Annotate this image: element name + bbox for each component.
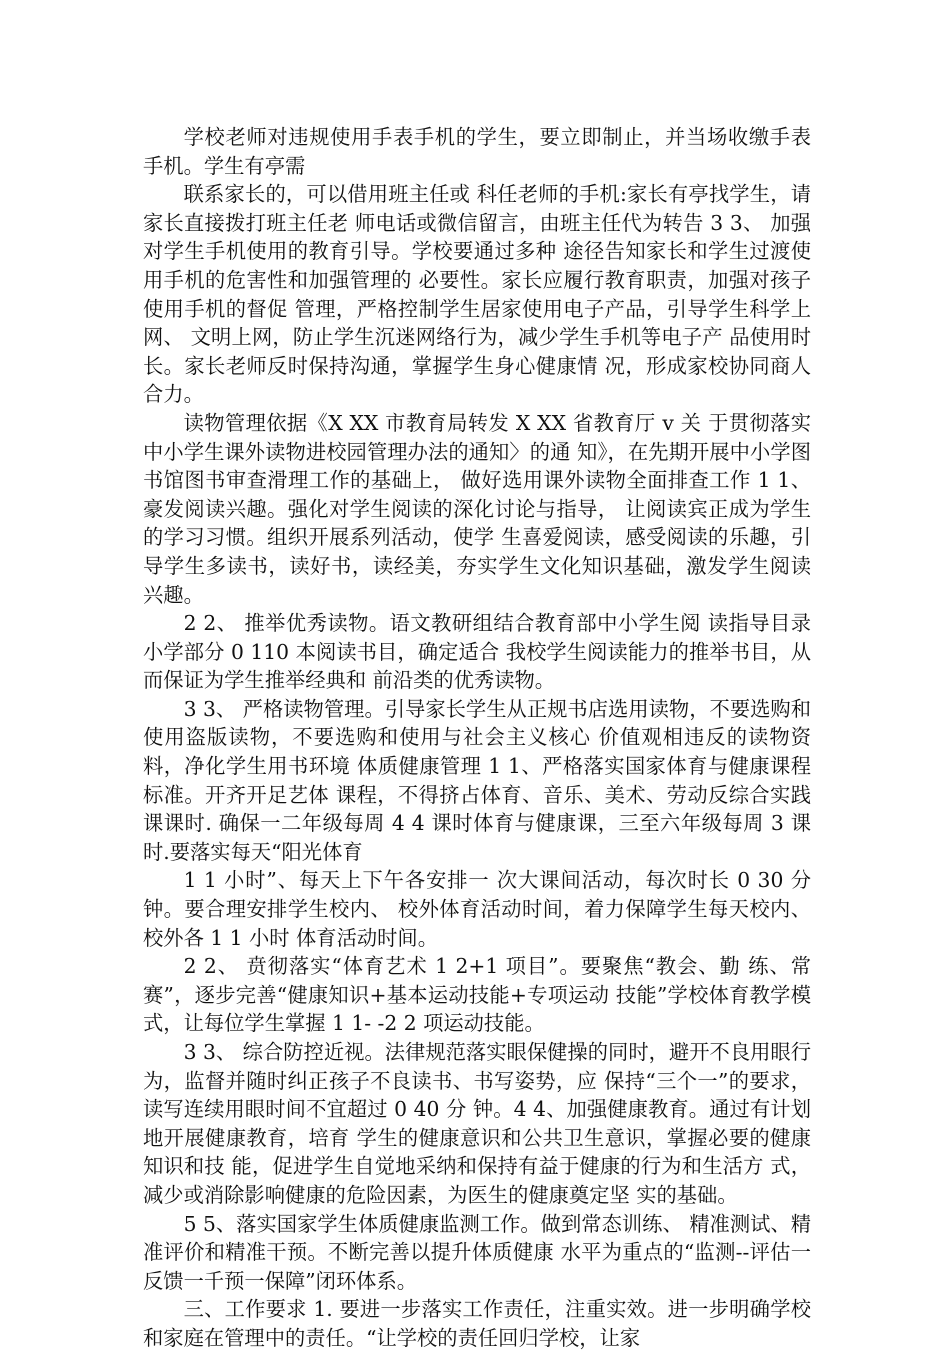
- document-body: [143, 123, 811, 1353]
- paragraph: 联系家长的，可以借用班主任或 科任老师的手机:家长有亭找学生，请家长直接拨打班主任老 师电话或微信留言，由班主任代为转告 3 3、 加强对学生手机使用的教育引导。学校要通过多种 途径告知家长和学生过渡使用手机的危害性和加强管理的 必要性。家长应履行教育职责，加强对孩子使用手机的督促 管理，严格控制学生居家使用电子产品，引导学生科学上网、 文明上网，防止学生沉迷网络行为，减少学生手机等电子产 品使用时长。家长老师反时保持沟通，掌握学生身心健康情 况，形成家校协同商人合力。: [143, 182, 811, 407]
- paragraph: 学校老师对违规使用手表手机的学生，要立即制止，并当场收缴手表手机。学生有亭需: [143, 125, 811, 178]
- paragraph: 1 1 小时”、每天上下午各安排一 次大课间活动，每次时长 0 30 分钟。要合理安排学生校内、 校外体育活动时间，着力保障学生每天校内、校外各 1 1 小时 体育活动时间。: [143, 868, 811, 950]
- paragraph: 5 5、落实国家学生体质健康监测工作。做到常态训练、 精准测试、精准评价和精准干预。不断完善以提升体质健康 水平为重点的“监测--评估一反馈一千预一保障”闭环体系。: [143, 1211, 811, 1293]
- paragraph: 2 2、 贲彻落实“体育艺术 1 2+1 项目”。要聚焦“教会、勤 练、常赛”，逐步完善“健康知识+基本运动技能+专项运动 技能”学校体育教学模式，让每位学生掌握 1 1- -2 2 项运动技能。: [143, 954, 811, 1036]
- paragraph: 2 2、 推举优秀读物。语文教研组结合教育部中小学生阅 读指导目录 小学部分 0 110 本阅读书目，确定适合 我校学生阅读能力的推举书目，从而保证为学生推举经典和 前沿类的优秀读物。: [143, 611, 811, 693]
- paragraph: 三、工作要求 1. 要进一步落实工作责任，注重实效。进一步明确学校 和家庭在管理中的责任。“让学校的责任回归学校，让家: [143, 1297, 811, 1350]
- paragraph: 读物管理依据《X XX 市教育局转发 X XX 省教育厅 v 关 于贯彻落实中小学生课外读物进校园管理办法的通知〉的通 知》，在先期开展中小学图书馆图书审查滑理工作的基础上， 做好选用课外读物全面排查工作 1 1、 豪发阅读兴趣。强化对学生阅读的深化讨论与指导， 让阅读宾正成为学生的学习习惯。组织开展系列活动，使学 生喜爱阅读，感受阅读的乐趣，引导学生多读书，读好书，读经美，夯实学生文化知识基础，激发学生阅读兴趣。: [143, 410, 811, 607]
- paragraph: 3 3、 严格读物管理。引导家长学生从正规书店选用读物，不要选购和使用盗版读物，不要选购和使用与社会主义核心 价值观相违反的读物资料，净化学生用书环境 体质健康管理 1 1、严格落实国家体育与健康课程标准。开齐开足艺体 课程，不得挤占体育、音乐、美术、劳动反综合实践课课时. 确保一二年级每周 4 4 课时体育与健康课，三至六年级每周 3 课时.要落实每天“阳光体育: [143, 696, 811, 864]
- paragraph: 3 3、 综合防控近视。法律规范落实眼保健操的同时，避开不良用眼行为，监督并随时纠正孩子不良读书、书写姿势，应 保持“三个一”的要求，读写连续用眼时间不宜超过 0 40 分 钟。4 4、加强健康教育。通过有计划地开展健康教育，培育 学生的健康意识和公共卫生意识，掌握必要的健康知识和技 能，促进学生自觉地采纳和保持有益于健康的行为和生活方 式，减少或消除影响健康的危险因素，为医生的健康奠定坚 实的基础。: [143, 1040, 811, 1207]
